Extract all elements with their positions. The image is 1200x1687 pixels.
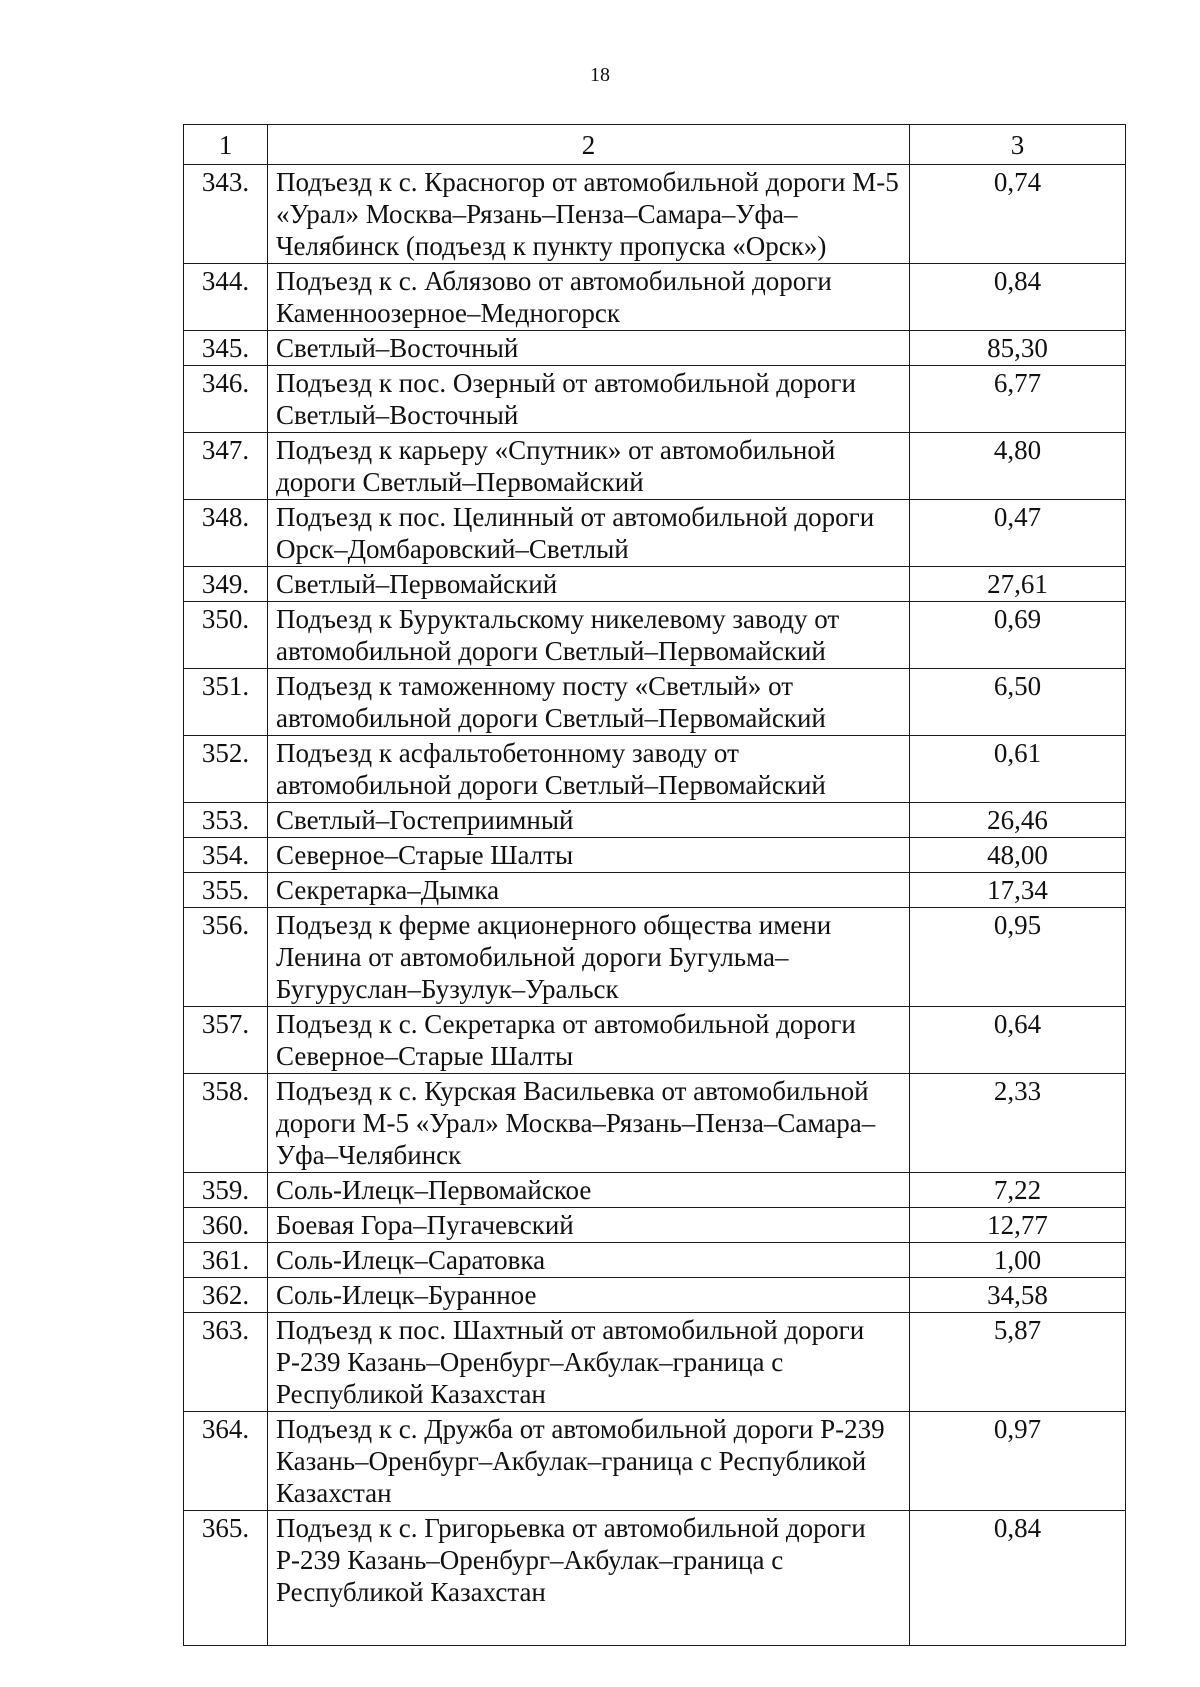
table-row — [184, 500, 1126, 567]
row-number: 352. — [184, 736, 268, 803]
road-name: Северное–Старые Шалты — [268, 838, 910, 873]
table-row — [184, 433, 1126, 500]
road-length: 0,84 — [910, 264, 1126, 331]
row-number: 365. — [184, 1511, 268, 1646]
row-number: 349. — [184, 567, 268, 602]
row-number: 346. — [184, 366, 268, 433]
table-row — [184, 803, 1126, 838]
road-length: 34,58 — [910, 1278, 1126, 1313]
table-row — [184, 1511, 1126, 1646]
road-name: Подъезд к асфальтобетонному заводу от автомобильной дороги Светлый–Первомайский — [268, 736, 910, 803]
table-body — [184, 165, 1126, 1646]
road-length: 48,00 — [910, 838, 1126, 873]
row-number: 355. — [184, 873, 268, 908]
road-length: 0,97 — [910, 1412, 1126, 1511]
table-row — [184, 873, 1126, 908]
table-row — [184, 1412, 1126, 1511]
road-length: 1,00 — [910, 1243, 1126, 1278]
table-row — [184, 1243, 1126, 1278]
road-length: 4,80 — [910, 433, 1126, 500]
row-number: 362. — [184, 1278, 268, 1313]
table-header — [184, 125, 1126, 165]
row-number: 351. — [184, 669, 268, 736]
road-length: 12,77 — [910, 1208, 1126, 1243]
row-number: 361. — [184, 1243, 268, 1278]
road-name: Боевая Гора–Пугачевский — [268, 1208, 910, 1243]
road-length: 6,77 — [910, 366, 1126, 433]
table-row — [184, 736, 1126, 803]
road-name: Подъезд к пос. Озерный от автомобильной дороги Светлый–Восточный — [268, 366, 910, 433]
road-name: Подъезд к с. Секретарка от автомобильной дороги Северное–Старые Шалты — [268, 1007, 910, 1074]
road-name: Подъезд к карьеру «Спутник» от автомобильной дороги Светлый–Первомайский — [268, 433, 910, 500]
road-name: Подъезд к с. Дружба от автомобильной дороги Р-239 Казань–Оренбург–Акбулак–граница с Республикой Казахстан — [268, 1412, 910, 1511]
road-length: 0,64 — [910, 1007, 1126, 1074]
table-row — [184, 165, 1126, 264]
row-number: 348. — [184, 500, 268, 567]
road-name: Подъезд к с. Курская Васильевка от автомобильной дороги М-5 «Урал» Москва–Рязань–Пенза–Самара–Уфа–Челябинск — [268, 1074, 910, 1173]
road-length: 0,61 — [910, 736, 1126, 803]
road-name: Подъезд к с. Красногор от автомобильной дороги М-5 «Урал» Москва–Рязань–Пенза–Самара–Уфа–Челябинск (подъезд к пункту пропуска «Орск») — [268, 165, 910, 264]
table-row — [184, 1278, 1126, 1313]
road-length: 0,74 — [910, 165, 1126, 264]
row-number: 354. — [184, 838, 268, 873]
row-number: 350. — [184, 602, 268, 669]
road-length: 0,69 — [910, 602, 1126, 669]
roads-table — [183, 124, 1126, 1646]
table-row — [184, 1074, 1126, 1173]
road-length: 17,34 — [910, 873, 1126, 908]
page-number: 18 — [590, 64, 610, 86]
road-length: 26,46 — [910, 803, 1126, 838]
header-row — [184, 125, 1126, 165]
road-name: Подъезд к пос. Целинный от автомобильной дороги Орск–Домбаровский–Светлый — [268, 500, 910, 567]
road-length: 2,33 — [910, 1074, 1126, 1173]
table-row — [184, 1173, 1126, 1208]
table-row — [184, 264, 1126, 331]
row-number: 357. — [184, 1007, 268, 1074]
header-col-1: 1 — [184, 125, 268, 165]
row-number: 356. — [184, 908, 268, 1007]
road-name: Соль-Илецк–Буранное — [268, 1278, 910, 1313]
table-row — [184, 331, 1126, 366]
road-name: Соль-Илецк–Саратовка — [268, 1243, 910, 1278]
row-number: 353. — [184, 803, 268, 838]
row-number: 345. — [184, 331, 268, 366]
table-row — [184, 1007, 1126, 1074]
row-number: 364. — [184, 1412, 268, 1511]
road-name: Подъезд к таможенному посту «Светлый» от автомобильной дороги Светлый–Первомайский — [268, 669, 910, 736]
table-row — [184, 669, 1126, 736]
table-row — [184, 908, 1126, 1007]
road-name: Подъезд к ферме акционерного общества имени Ленина от автомобильной дороги Бугульма–Бугуруслан–Бузулук–Уральск — [268, 908, 910, 1007]
table-row — [184, 602, 1126, 669]
row-number: 344. — [184, 264, 268, 331]
road-name: Подъезд к пос. Шахтный от автомобильной дороги Р-239 Казань–Оренбург–Акбулак–граница с Республикой Казахстан — [268, 1313, 910, 1412]
road-length: 0,95 — [910, 908, 1126, 1007]
road-name: Соль-Илецк–Первомайское — [268, 1173, 910, 1208]
header-col-2: 2 — [268, 125, 910, 165]
road-name: Светлый–Гостеприимный — [268, 803, 910, 838]
road-name: Светлый–Первомайский — [268, 567, 910, 602]
road-length: 85,30 — [910, 331, 1126, 366]
row-number: 358. — [184, 1074, 268, 1173]
road-length: 0,47 — [910, 500, 1126, 567]
row-number: 360. — [184, 1208, 268, 1243]
road-name: Светлый–Восточный — [268, 331, 910, 366]
row-number: 363. — [184, 1313, 268, 1412]
table-row — [184, 1208, 1126, 1243]
road-length: 7,22 — [910, 1173, 1126, 1208]
road-name: Подъезд к с. Аблязово от автомобильной дороги Каменноозерное–Медногорск — [268, 264, 910, 331]
road-length: 0,84 — [910, 1511, 1126, 1646]
road-length: 27,61 — [910, 567, 1126, 602]
table-row — [184, 838, 1126, 873]
road-name: Подъезд к с. Григорьевка от автомобильной дороги Р-239 Казань–Оренбург–Акбулак–граница с Республикой Казахстан — [268, 1511, 910, 1646]
row-number: 359. — [184, 1173, 268, 1208]
header-col-3: 3 — [910, 125, 1126, 165]
road-length: 6,50 — [910, 669, 1126, 736]
row-number: 347. — [184, 433, 268, 500]
road-name: Подъезд к Буруктальскому никелевому заводу от автомобильной дороги Светлый–Первомайский — [268, 602, 910, 669]
table-row — [184, 1313, 1126, 1412]
road-name: Секретарка–Дымка — [268, 873, 910, 908]
road-length: 5,87 — [910, 1313, 1126, 1412]
row-number: 343. — [184, 165, 268, 264]
table-row — [184, 567, 1126, 602]
table-row — [184, 366, 1126, 433]
